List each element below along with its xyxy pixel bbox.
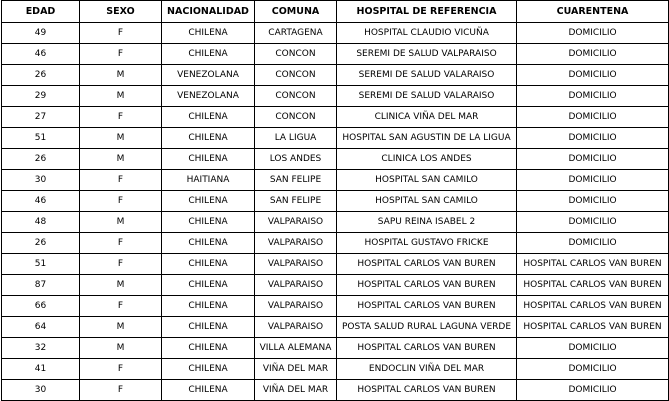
nacionalidad-cell: CHILENA [162,107,255,128]
cuarentena-cell: DOMICILIO [517,149,669,170]
sexo-cell: M [80,275,162,296]
nacionalidad-cell: CHILENA [162,233,255,254]
hospital-cell: HOSPITAL CARLOS VAN BUREN [337,275,517,296]
cuarentena-cell: DOMICILIO [517,128,669,149]
table-row [2,380,669,401]
hospital-cell: HOSPITAL SAN CAMILO [337,170,517,191]
edad-cell: 30 [2,380,80,401]
nacionalidad-cell: HAITIANA [162,170,255,191]
table-row [2,44,669,65]
nacionalidad-cell: CHILENA [162,191,255,212]
cuarentena-cell: DOMICILIO [517,44,669,65]
table-row [2,86,669,107]
edad-cell: 51 [2,128,80,149]
comuna-cell: SAN FELIPE [255,191,337,212]
edad-cell: 46 [2,44,80,65]
sexo-cell: M [80,65,162,86]
sexo-cell: M [80,317,162,338]
cuarentena-cell: DOMICILIO [517,233,669,254]
comuna-cell: VALPARAISO [255,296,337,317]
sexo-cell: M [80,86,162,107]
nacionalidad-cell: CHILENA [162,254,255,275]
comuna-cell: VALPARAISO [255,254,337,275]
hospital-cell: CLINICA VIÑA DEL MAR [337,107,517,128]
sexo-cell: F [80,233,162,254]
sexo-cell: F [80,44,162,65]
table-header [2,1,669,23]
comuna-cell: VIÑA DEL MAR [255,380,337,401]
hospital-cell: HOSPITAL GUSTAVO FRICKE [337,233,517,254]
comuna-cell: VALPARAISO [255,275,337,296]
sexo-cell: M [80,212,162,233]
sexo-cell: M [80,149,162,170]
sexo-cell: F [80,296,162,317]
edad-cell: 26 [2,65,80,86]
edad-cell: 87 [2,275,80,296]
edad-cell: 27 [2,107,80,128]
nacionalidad-cell: VENEZOLANA [162,86,255,107]
nacionalidad-cell: CHILENA [162,212,255,233]
table-row [2,191,669,212]
sexo-cell: M [80,338,162,359]
table-row [2,338,669,359]
nacionalidad-cell: CHILENA [162,380,255,401]
comuna-cell: VILLA ALEMANA [255,338,337,359]
sexo-cell: F [80,380,162,401]
comuna-cell: LA LIGUA [255,128,337,149]
comuna-cell: CONCON [255,107,337,128]
hospital-cell: HOSPITAL CARLOS VAN BUREN [337,296,517,317]
comuna-cell: CONCON [255,86,337,107]
sexo-cell: F [80,359,162,380]
hospital-cell: HOSPITAL CARLOS VAN BUREN [337,254,517,275]
nacionalidad-cell: CHILENA [162,128,255,149]
table-row [2,359,669,380]
comuna-cell: SAN FELIPE [255,170,337,191]
edad-cell: 64 [2,317,80,338]
hospital-cell: SEREMI DE SALUD VALARAISO [337,86,517,107]
edad-cell: 48 [2,212,80,233]
edad-cell: 26 [2,233,80,254]
hospital-cell: SEREMI DE SALUD VALPARAISO [337,44,517,65]
hospital-cell: CLINICA LOS ANDES [337,149,517,170]
nacionalidad-cell: CHILENA [162,275,255,296]
cuarentena-cell: DOMICILIO [517,191,669,212]
table-row [2,275,669,296]
edad-cell: 26 [2,149,80,170]
table-row [2,65,669,86]
cuarentena-cell: DOMICILIO [517,65,669,86]
sexo-cell: M [80,128,162,149]
header-sexo: SEXO [80,1,162,23]
comuna-cell: VIÑA DEL MAR [255,359,337,380]
comuna-cell: LOS ANDES [255,149,337,170]
cuarentena-cell: DOMICILIO [517,338,669,359]
cuarentena-cell: DOMICILIO [517,359,669,380]
comuna-cell: CONCON [255,65,337,86]
table-row [2,233,669,254]
cuarentena-cell: HOSPITAL CARLOS VAN BUREN [517,275,669,296]
nacionalidad-cell: VENEZOLANA [162,65,255,86]
cuarentena-cell: HOSPITAL CARLOS VAN BUREN [517,254,669,275]
comuna-cell: VALPARAISO [255,212,337,233]
table-row [2,128,669,149]
cuarentena-cell: HOSPITAL CARLOS VAN BUREN [517,296,669,317]
edad-cell: 49 [2,23,80,44]
table-row [2,254,669,275]
sexo-cell: F [80,23,162,44]
cuarentena-cell: DOMICILIO [517,170,669,191]
cuarentena-cell: DOMICILIO [517,212,669,233]
hospital-cell: SEREMI DE SALUD VALARAISO [337,65,517,86]
edad-cell: 30 [2,170,80,191]
hospital-cell: HOSPITAL SAN AGUSTIN DE LA LIGUA [337,128,517,149]
table-row [2,170,669,191]
nacionalidad-cell: CHILENA [162,359,255,380]
comuna-cell: VALPARAISO [255,233,337,254]
header-hospital-de-referencia: HOSPITAL DE REFERENCIA [337,1,517,23]
cuarentena-cell: DOMICILIO [517,23,669,44]
table-row [2,107,669,128]
cuarentena-cell: DOMICILIO [517,86,669,107]
sexo-cell: F [80,191,162,212]
hospital-cell: ENDOCLIN VIÑA DEL MAR [337,359,517,380]
edad-cell: 46 [2,191,80,212]
sexo-cell: F [80,107,162,128]
hospital-cell: HOSPITAL SAN CAMILO [337,191,517,212]
header-cuarentena: CUARENTENA [517,1,669,23]
table-row [2,296,669,317]
sexo-cell: F [80,254,162,275]
sexo-cell: F [80,170,162,191]
table-body [2,23,669,401]
edad-cell: 66 [2,296,80,317]
nacionalidad-cell: CHILENA [162,23,255,44]
hospital-cell: HOSPITAL CARLOS VAN BUREN [337,380,517,401]
edad-cell: 29 [2,86,80,107]
hospital-cell: HOSPITAL CARLOS VAN BUREN [337,338,517,359]
table-row [2,23,669,44]
table-row [2,149,669,170]
hospital-cell: HOSPITAL CLAUDIO VICUÑA [337,23,517,44]
edad-cell: 32 [2,338,80,359]
header-comuna: COMUNA [255,1,337,23]
nacionalidad-cell: CHILENA [162,338,255,359]
comuna-cell: CONCON [255,44,337,65]
cuarentena-cell: DOMICILIO [517,107,669,128]
nacionalidad-cell: CHILENA [162,149,255,170]
table-row [2,317,669,338]
hospital-cell: POSTA SALUD RURAL LAGUNA VERDE [337,317,517,338]
header-nacionalidad: NACIONALIDAD [162,1,255,23]
comuna-cell: VALPARAISO [255,317,337,338]
cases-table [1,0,669,401]
table-row [2,212,669,233]
hospital-cell: SAPU REINA ISABEL 2 [337,212,517,233]
cuarentena-cell: DOMICILIO [517,380,669,401]
nacionalidad-cell: CHILENA [162,317,255,338]
nacionalidad-cell: CHILENA [162,296,255,317]
header-edad: EDAD [2,1,80,23]
edad-cell: 41 [2,359,80,380]
header-row [2,1,669,23]
comuna-cell: CARTAGENA [255,23,337,44]
edad-cell: 51 [2,254,80,275]
nacionalidad-cell: CHILENA [162,44,255,65]
cuarentena-cell: HOSPITAL CARLOS VAN BUREN [517,317,669,338]
